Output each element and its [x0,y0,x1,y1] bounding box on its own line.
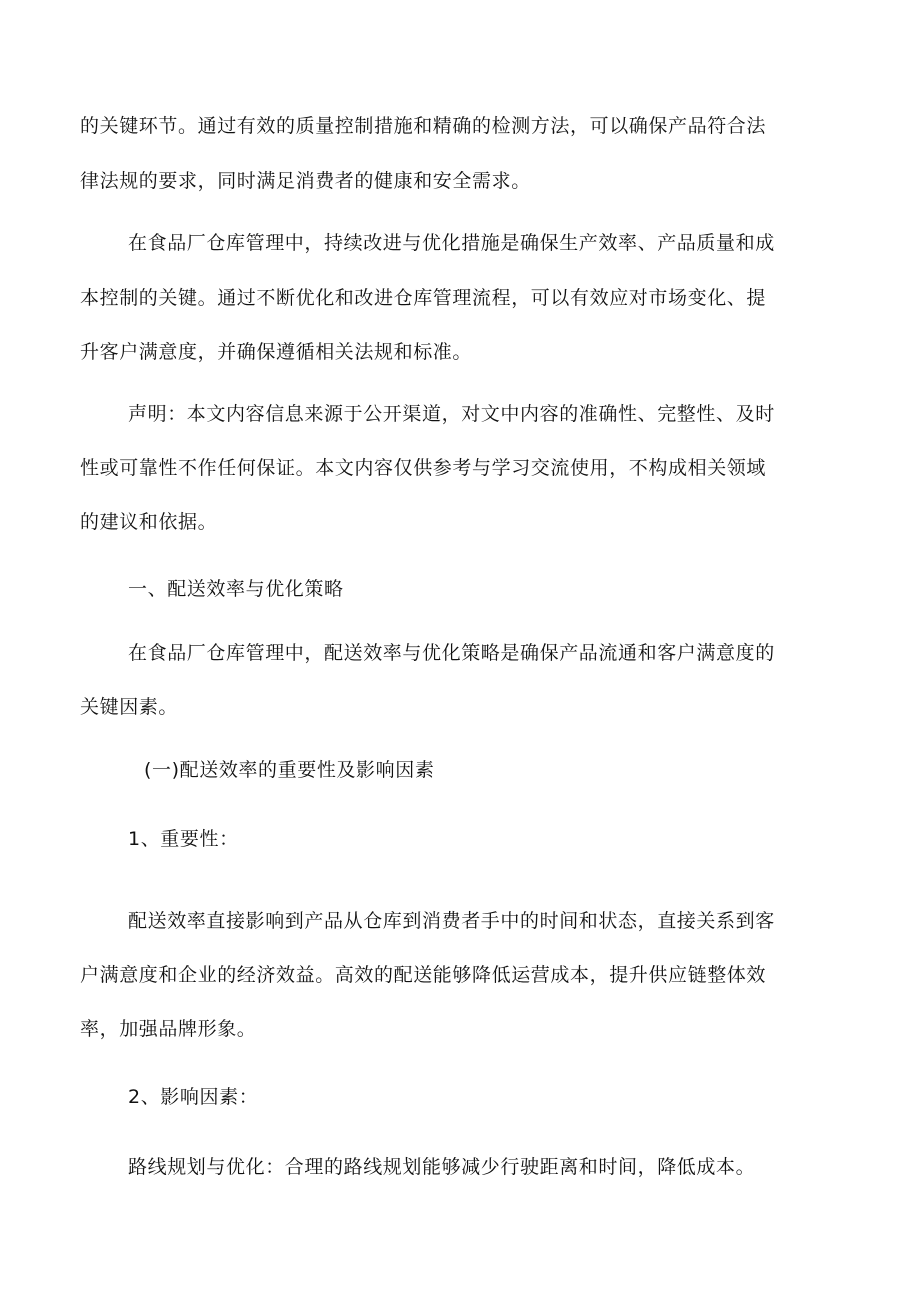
item-heading: 2、影响因素： [128,1086,259,1108]
paragraph-line: 的关键环节。通过有效的质量控制措施和精确的检测方法，可以确保产品符合法 [80,115,767,137]
disclaimer-line: 声明：本文内容信息来源于公开渠道，对文中内容的准确性、完整性、及时 [128,403,775,425]
paragraph-line: 配送效率直接影响到产品从仓库到消费者手中的时间和状态，直接关系到客 [128,910,775,932]
paragraph-line: 路线规划与优化：合理的路线规划能够减少行驶距离和时间，降低成本。 [128,1156,756,1178]
disclaimer-line: 性或可靠性不作任何保证。本文内容仅供参考与学习交流使用，不构成相关领域 [80,457,767,479]
paragraph-line: 本控制的关键。通过不断优化和改进仓库管理流程，可以有效应对市场变化、提 [80,287,767,309]
paragraph-line: 律法规的要求，同时满足消费者的健康和安全需求。 [80,170,531,192]
paragraph-line: 关键因素。 [80,696,179,718]
paragraph-line: 在食品厂仓库管理中，配送效率与优化策略是确保产品流通和客户满意度的 [128,642,775,664]
paragraph-line: 户满意度和企业的经济效益。高效的配送能够降低运营成本，提升供应链整体效 [80,964,767,986]
paragraph-line: 升客户满意度，并确保遵循相关法规和标准。 [80,341,473,363]
subsection-heading: (一)配送效率的重要性及影响因素 [144,759,435,781]
paragraph-line: 在食品厂仓库管理中，持续改进与优化措施是确保生产效率、产品质量和成 [128,232,775,254]
disclaimer-line: 的建议和依据。 [80,511,218,533]
item-heading: 1、重要性： [128,828,239,850]
section-heading: 一、配送效率与优化策略 [128,578,344,600]
paragraph-line: 率，加强品牌形象。 [80,1018,257,1040]
